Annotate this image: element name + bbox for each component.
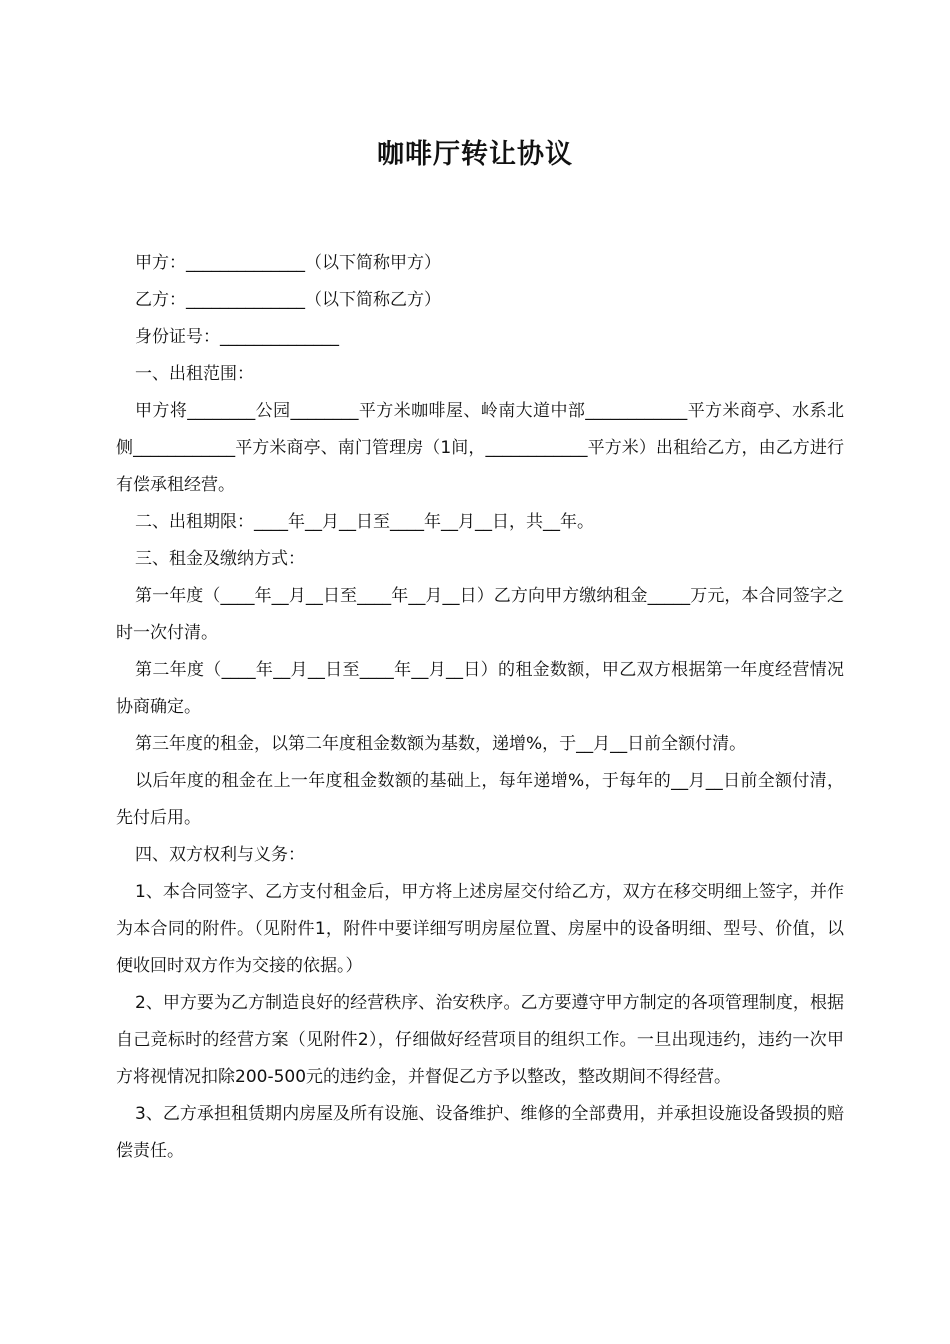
party-b-line: 乙方：______________（以下简称乙方） bbox=[135, 290, 441, 310]
paragraph-second-year: 第二年度（____年__月__日至____年__月__日）的租金数额，甲乙双方根据第一年度经营情况协商确定。 bbox=[116, 660, 844, 717]
id-number-line: 身份证号：______________ bbox=[135, 327, 339, 347]
paragraph-clause-2: 2、甲方要为乙方制造良好的经营秩序、治安秩序。乙方要遵守甲方制定的各项管理制度，根据自己竞标时的经营方案（见附件2），仔细做好经营项目的组织工作。一旦出现违约，违约一次甲方将视情况扣除200-500元的违约金，并督促乙方予以整改，整改期间不得经营。 bbox=[116, 993, 844, 1087]
paragraph-clause-3: 3、乙方承担租赁期内房屋及所有设施、设备维护、维修的全部费用，并承担设施设备毁损的赔偿责任。 bbox=[116, 1104, 844, 1161]
section-heading-scope: 一、出租范围： bbox=[135, 364, 254, 384]
paragraph-term: 二、出租期限：____年__月__日至____年__月__日，共__年。 bbox=[135, 512, 594, 532]
paragraph-clause-1: 1、本合同签字、乙方支付租金后，甲方将上述房屋交付给乙方，双方在移交明细上签字，并作为本合同的附件。（见附件1，附件中要详细写明房屋位置、房屋中的设备明细、型号、价值，以便收回时双方作为交接的依据。） bbox=[116, 882, 844, 976]
paragraph-third-year: 第三年度的租金，以第二年度租金数额为基数，递增%，于__月__日前全额付清。 bbox=[135, 734, 747, 754]
document-body bbox=[116, 245, 844, 1170]
section-heading-rights: 四、双方权利与义务： bbox=[135, 845, 305, 865]
section-heading-rent: 三、租金及缴纳方式： bbox=[135, 549, 305, 569]
document-title: 咖啡厅转让协议 bbox=[377, 139, 573, 170]
party-a-line: 甲方：______________（以下简称甲方） bbox=[135, 253, 441, 273]
paragraph-later-years: 以后年度的租金在上一年度租金数额的基础上，每年递增%，于每年的__月__日前全额付清，先付后用。 bbox=[116, 771, 844, 828]
paragraph-first-year: 第一年度（____年__月__日至____年__月__日）乙方向甲方缴纳租金_____万元，本合同签字之时一次付清。 bbox=[116, 586, 844, 643]
paragraph-scope: 甲方将________公园________平方米咖啡屋、岭南大道中部____________平方米商亭、水系北侧____________平方米商亭、南门管理房（1间，____________平方米）出租给乙方，由乙方进行有偿承租经营。 bbox=[116, 401, 844, 495]
